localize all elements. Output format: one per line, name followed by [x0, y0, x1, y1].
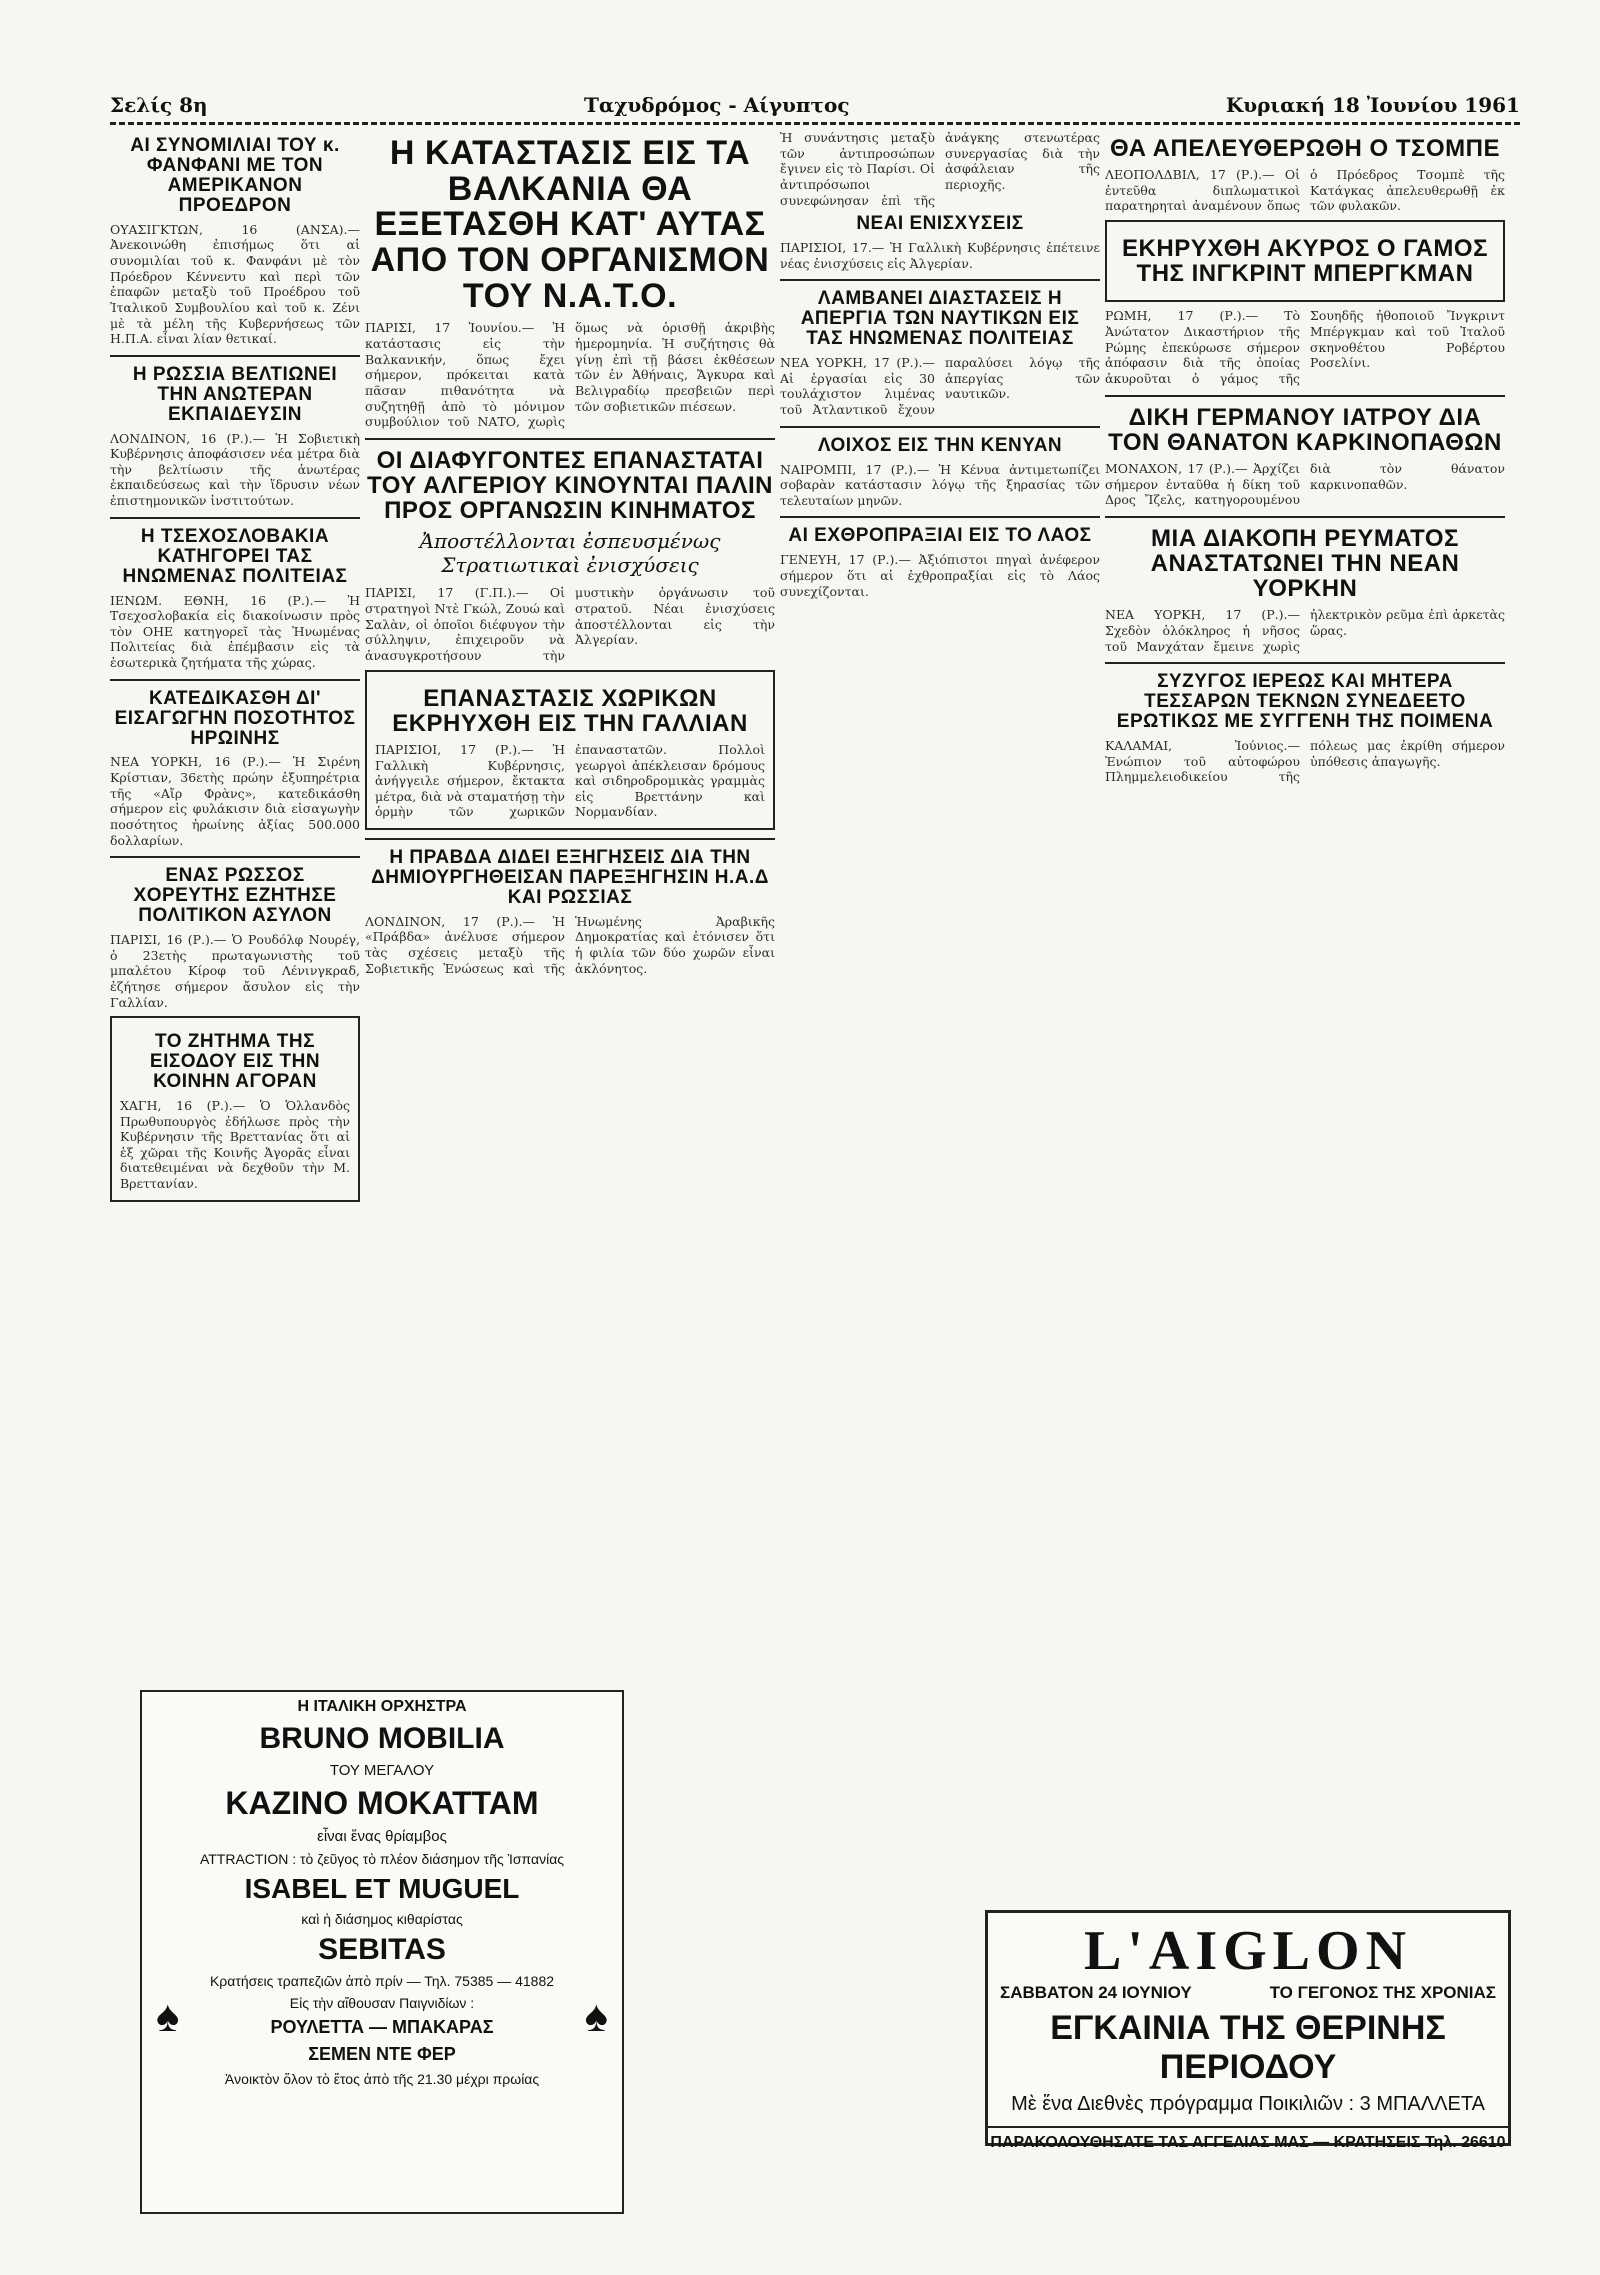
page-header: [110, 88, 1520, 125]
divider: [365, 838, 775, 840]
article-german-doctor: ΜΟΝΑΧΟΝ, 17 (Ρ.).— Ἀρχίζει σήμερον ἐνταῦθα ἡ δίκη τοῦ Δρος Ἴζελς, κατηγορουμένου διὰ τὸν θάνατον καρκινοπαθῶν.: [1105, 460, 1505, 508]
headline-peasants: ΕΠΑΝΑΣΤΑΣΙΣ ΧΩΡΙΚΩΝ ΕΚΡΗΥΧΘΗ ΕΙΣ ΤΗΝ ΓΑΛΛΙΑΝ: [392, 684, 748, 737]
ad-line: Ἀνοικτὸν ὅλον τὸ ἔτος ἀπὸ τῆς 21.30 μέχρι πρωίας: [224, 2071, 540, 2087]
advertisement-mokattam: [140, 1690, 624, 2214]
ad-line: ISABEL ET MUGUEL: [244, 1873, 520, 1904]
headline-algeria: ΟΙ ΔΙΑΦΥΓΟΝΤΕΣ ΕΠΑΝΑΣΤΑΤΑΙ ΤΟΥ ΑΛΓΕΡΙΟΥ ΚΙΝΟΥΝΤΑΙ ΠΑΛΙΝ ΠΡΟΣ ΟΡΓΑΝΩΣΙΝ ΚΙΝΗΜΑΤΟΣ: [366, 446, 774, 525]
ad-aiglon-footer: ΠΑΡΑΚΟΛΟΥΘΗΣΑΤΕ ΤΑΣ ΑΓΓΕΛΙΑΣ ΜΑΣ — ΚΡΑΤΗΣΕΙΣ Τηλ. 26610: [988, 2126, 1508, 2152]
headline-tshombe: ΘΑ ΑΠΕΛΕΥΘΕΡΩΘΗ Ο ΤΣΟΜΠΕ: [1110, 135, 1500, 162]
ad-line: ATTRACTION : τὸ ζεῦγος τὸ πλέον διάσημον τῆς Ἰσπανίας: [199, 1851, 565, 1867]
divider: [1105, 516, 1505, 518]
headline-balkans: Η ΚΑΤΑΣΤΑΣΙΣ ΕΙΣ ΤΑ ΒΑΛΚΑΝΙΑ ΘΑ ΕΞΕΤΑΣΘΗ ΚΑΤ' ΑΥΤΑΣ ΑΠΟ ΤΟΝ ΟΡΓΑΝΙΣΜΟΝ ΤΟΥ Ν.Α.Τ.Ο.: [370, 134, 770, 315]
article-priest-wife: ΚΑΛΑΜΑΙ, Ἰούνιος.— Ἐνώπιον τοῦ αὐτοφώρου Πλημμελειοδικείου τῆς πόλεως μας ἐκρίθη σήμερον ὑπόθεσις ἀπαγωγῆς.: [1105, 738, 1505, 785]
article-bergman: ΡΩΜΗ, 17 (Ρ.).— Τὸ Ἀνώτατον Δικαστήριον τῆς Ρώμης ἐπεκύρωσε σήμερον ἀπόφασιν διὰ τῆς ὁποίας ἀκυροῦται ὁ γάμος τῆς Σουηδῆς ἠθοποιοῦ Ἴνγκριντ Μπέργκμαν καὶ τοῦ Ἰταλοῦ σκηνοθέτου Ροβέρτου Ροσελίνι.: [1105, 308, 1505, 386]
ad-line: εἶναι ἕνας θρίαμβος: [317, 1828, 447, 1845]
ad-aiglon-tag: ΤΟ ΓΕΓΟΝΟΣ ΤΗΣ ΧΡΟΝΙΑΣ: [1269, 1983, 1496, 2002]
article-balkans: ΠΑΡΙΣΙ, 17 Ἰουνίου.— Ἡ κατάστασις εἰς τὴν Βαλκανικήν, ὅπως ἔχει σήμερον, πρόκειται κατὰ πᾶσαν πιθανότητα νὰ συζητηθῇ ἀπὸ τὸ μόνιμον συμβούλιον τοῦ ΝΑΤΟ, χωρὶς ὅμως νὰ ὁρισθῇ ἀκριβὴς ἡμερομηνία. Ἡ συζήτησις θὰ γίνῃ ἐπὶ τῇ βάσει ἐκθέσεων τῶν ἐν Ἀθήναις, Ἄγκυρα καὶ Βελιγραδίῳ πρεσβειῶν περὶ τῶν σοβιετικῶν πιέσεων.: [365, 320, 775, 430]
divider: [1105, 395, 1505, 397]
article-reinforcements: ΠΑΡΙΣΙΟΙ, 17.— Ἡ Γαλλικὴ Κυβέρνησις ἐπέτεινε νέας ἐνισχύσεις εἰς Ἀλγερίαν.: [780, 240, 1100, 271]
divider: [110, 679, 360, 681]
ad-line: ΣΕΜΕΝ ΝΤΕ ΦΕΡ: [308, 2044, 456, 2064]
ad-line: ΚΑΖΙΝΟ ΜΟΚΑΤΤΑΜ: [225, 1785, 539, 1821]
article-algeria: ΠΑΡΙΣΙ, 17 (Γ.Π.).— Οἱ στρατηγοὶ Ντὲ Γκώλ, Ζουώ καὶ Σαλὰν, οἱ ὁποῖοι διέφυγον τὴν σύλληψιν, ἐπιχειροῦν νὰ ἀνασυγκροτήσουν τὴν μυστικὴν ὀργάνωσιν τοῦ στρατοῦ. Νέαι ἐνισχύσεις ἀποστέλλονται εἰς τὴν Ἀλγερίαν.: [365, 585, 775, 663]
article-blackout: ΝΕΑ ΥΟΡΚΗ, 17 (Ρ.).— Σχεδὸν ὁλόκληρος ἡ νῆσος τοῦ Μανχάταν ἔμεινε χωρὶς ἠλεκτρικὸν ρεῦμα ἐπὶ ἀρκετὰς ὥρας.: [1105, 607, 1505, 654]
ad-aiglon-main: ΕΓΚΑΙΝΙΑ ΤΗΣ ΘΕΡΙΝΗΣ ΠΕΡΙΟΔΟΥ: [1050, 2009, 1446, 2086]
divider: [110, 355, 360, 357]
spade-icon: ♠: [584, 1992, 608, 2041]
spade-icon: ♠: [156, 1992, 180, 2041]
boxed-article-bergman: [1105, 220, 1505, 302]
divider: [780, 516, 1100, 518]
headline-german-doctor: ΔΙΚΗ ΓΕΡΜΑΝΟΥ ΙΑΤΡΟΥ ΔΙΑ ΤΟΝ ΘΑΝΑΤΟΝ ΚΑΡΚΙΝΟΠΑΘΩΝ: [1108, 403, 1502, 456]
article-czech: ΙΕΝΩΜ. ΕΘΝΗ, 16 (Ρ.).— Ἡ Τσεχοσλοβακία εἰς διακοίνωσιν πρὸς τὸν ΟΗΕ κατηγορεῖ τὰς Ἡνωμένας Πολιτείας διὰ ἐπέμβασιν εἰς τὰ ἐσωτερικὰ ζητήματα τῆς χώρας.: [110, 592, 360, 670]
headline-strike: ΛΑΜΒΑΝΕΙ ΔΙΑΣΤΑΣΕΙΣ Η ΑΠΕΡΓΙΑ ΤΩΝ ΝΑΥΤΙΚΩΝ ΕΙΣ ΤΑΣ ΗΝΩΜΕΝΑΣ ΠΟΛΙΤΕΙΑΣ: [800, 288, 1080, 350]
ad-line: καὶ ἡ διάσημος κιθαρίστας: [301, 1911, 463, 1927]
masthead: Ταχυδρόμος - Αίγυπτος: [583, 93, 850, 117]
article-russia-education: ΛΟΝΔΙΝΟΝ, 16 (Ρ.).— Ἡ Σοβιετικὴ Κυβέρνησις ἀποφάσισεν νέα μέτρα διὰ τὴν βελτίωσιν τῆς ἀνωτέρας ἐκπαιδεύσεως καὶ τὴν ἵδρυσιν νέων ἐπιστημονικῶν ἰνστιτούτων.: [110, 430, 360, 509]
issue-date: Κυριακή 18 Ἰουνίου 1961: [1225, 93, 1520, 117]
article-common-market: ΧΑΓΗ, 16 (Ρ.).— Ὁ Ὁλλανδὸς Πρωθυπουργὸς ἐδήλωσε πρὸς τὴν Κυβέρνησιν τῆς Βρεττανίας ὅτι αἱ ἑξ χῶραι τῆς Κοινῆς Ἀγορᾶς εἶναι διατεθειμέναι νὰ δεχθοῦν τὴν Μ. Βρεττανίαν.: [120, 1097, 350, 1192]
ad-aiglon-name: L'AIGLON: [1083, 1920, 1413, 1982]
article-strike: ΝΕΑ ΥΟΡΚΗ, 17 (Ρ.).— Αἱ ἐργασίαι εἰς 30 τουλάχιστον λιμένας τοῦ Ἀτλαντικοῦ ἔχουν παραλύσει λόγῳ τῆς ἀπεργίας τῶν ναυτικῶν.: [780, 355, 1100, 417]
ad-line: Η ΙΤΑΛΙΚΗ ΟΡΧΗΣΤΡΑ: [297, 1698, 467, 1715]
divider: [110, 517, 360, 519]
ad-line: ΡΟΥΛΕΤΤΑ — ΜΠΑΚΑΡΑΣ: [270, 2017, 494, 2037]
headline-russia-education: Η ΡΩΣΣΙΑ ΒΕΛΤΙΩΝΕΙ ΤΗΝ ΑΝΩΤΕΡΑΝ ΕΚΠΑΙΔΕΥΣΙΝ: [132, 363, 338, 425]
page-number: Σελίς 8η: [110, 93, 208, 117]
headline-heroin: ΚΑΤΕΔΙΚΑΣΘΗ ΔΙ' ΕΙΣΑΓΩΓΗΝ ΠΟΣΟΤΗΤΟΣ ΗΡΩΙΝΗΣ: [114, 687, 356, 749]
headline-common-market: ΤΟ ΖΗΤΗΜΑ ΤΗΣ ΕΙΣΟΔΟΥ ΕΙΣ ΤΗΝ ΚΟΙΝΗΝ ΑΓΟΡΑΝ: [149, 1031, 321, 1092]
advertisement-aiglon: [985, 1910, 1511, 2151]
headline-bergman: ΕΚΗΡΥΧΘΗ ΑΚΥΡΟΣ Ο ΓΑΜΟΣ ΤΗΣ ΙΝΓΚΡΙΝΤ ΜΠΕΡΓΚΜΑΝ: [1122, 235, 1488, 288]
headline-czech: Η ΤΣΕΧΟΣΛΟΒΑΚΙΑ ΚΑΤΗΓΟΡΕΙ ΤΑΣ ΗΝΩΜΕΝΑΣ ΠΟΛΙΤΕΙΑΣ: [122, 525, 348, 587]
ad-line: BRUNO MOBILIA: [259, 1722, 505, 1755]
headline-fanfani: ΑΙ ΣΥΝΟΜΙΛΙΑΙ ΤΟΥ κ. ΦΑΝΦΑΝΙ ΜΕ ΤΟΝ ΑΜΕΡΙΚΑΝΟΝ ΠΡΟΕΔΡΟΝ: [130, 135, 340, 216]
article-dancer: ΠΑΡΙΣΙ, 16 (Ρ.).— Ὁ Ρουδόλφ Νουρέγ, ὁ 23ετὴς πρωταγωνιστὴς τοῦ μπαλέτου Κίροφ τοῦ Λένινγκραδ, ἐζήτησε σήμερον ἄσυλον εἰς τὴν Γαλλίαν.: [110, 932, 360, 1010]
subheadline-algeria: Ἀποστέλλονται ἐσπευσμένως Στρατιωτικαὶ ἐνισχύσεις: [419, 529, 721, 578]
headline-pravda: Η ΠΡΑΒΔΑ ΔΙΔΕΙ ΕΞΗΓΗΣΕΙΣ ΔΙΑ ΤΗΝ ΔΗΜΙΟΥΡΓΗΘΕΙΣΑΝ ΠΑΡΕΞΗΓΗΣΙΝ Η.Α.Δ ΚΑΙ ΡΩΣΣΙΑΣ: [371, 847, 769, 908]
column-3: [780, 130, 1100, 2215]
column-4: [1105, 130, 1505, 2215]
headline-priest-wife: ΣΥΖΥΓΟΣ ΙΕΡΕΩΣ ΚΑΙ ΜΗΤΕΡΑ ΤΕΣΣΑΡΩΝ ΤΕΚΝΩΝ ΣΥΝΕΔΕΕΤΟ ΕΡΩΤΙΚΩΣ ΜΕ ΣΥΓΓΕΝΗ ΤΗΣ ΠΟΙΜΕΝΑ: [1116, 671, 1494, 733]
article-tshombe: ΛΕΟΠΟΛΔΒΙΛ, 17 (Ρ.).— Οἱ ἐντεῦθα διπλωματικοὶ παρατηρηταὶ ἀναμένουν ὅπως ὁ Πρόεδρος Τσομπὲ τῆς Κατάγκας ἀπελευθερωθῇ ἐκ τῶν φυλακῶν.: [1105, 167, 1505, 214]
boxed-article-common-market: [110, 1016, 360, 1202]
ad-aiglon-date: ΣΑΒΒΑΤΟΝ 24 ΙΟΥΝΙΟΥ: [1000, 1983, 1192, 2002]
article-fanfani: ΟΥΑΣΙΓΚΤΩΝ, 16 (ΑΝΣΑ).— Ἀνεκοινώθη ἐπισήμως ὅτι αἱ συνομιλίαι τοῦ κ. Φανφάνι μὲ τὸν Πρόεδρον Κέννεντυ καὶ περὶ τῶν ἐπαφῶν μεταξὺ τοῦ Προέδρου τοῦ Ἰταλικοῦ Συμβουλίου καὶ τοῦ κ. Ζένι μὲ τὰ μέλη τῆς Κυβερνήσεως τῶν Η.Π.Α. εἶναι λίαν θετικαί.: [110, 221, 360, 347]
divider: [1105, 662, 1505, 664]
headline-dancer: ΕΝΑΣ ΡΩΣΣΟΣ ΧΟΡΕΥΤΗΣ ΕΖΗΤΗΣΕ ΠΟΛΙΤΙΚΟΝ ΑΣΥΛΟΝ: [133, 865, 337, 927]
divider: [110, 856, 360, 858]
headline-blackout: ΜΙΑ ΔΙΑΚΟΠΗ ΡΕΥΜΑΤΟΣ ΑΝΑΣΤΑΤΩΝΕΙ ΤΗΝ ΝΕΑΝ ΥΟΡΚΗΝ: [1150, 524, 1460, 603]
divider: [780, 279, 1100, 281]
headline-kenya: ΛΟΙΧΟΣ ΕΙΣ ΤΗΝ ΚΕΝΥΑΝ: [817, 434, 1063, 456]
article-continued: Ἡ συνάντησις μεταξὺ τῶν ἀντιπροσώπων ἔγινεν εἰς τὸ Παρίσι. Οἱ ἀντιπρόσωποι συνεφώνησαν ἐπὶ τῆς ἀνάγκης στενωτέρας συνεργασίας διὰ τὴν ἀσφάλειαν τῆς περιοχῆς.: [780, 130, 1100, 208]
article-heroin: ΝΕΑ ΥΟΡΚΗ, 16 (Ρ.).— Ἡ Σιρένη Κρίστιαν, 36ετὴς πρώην ἐξυπηρέτρια τῆς «Αἴρ Φρὰνς», κατεδικάσθη σήμερον εἰς φυλάκισιν διὰ εἰσαγωγὴν ποσότητος ἡρωίνης ἀξίας 500.000 δολλαρίων.: [110, 754, 360, 848]
ad-line: Εἰς τὴν αἴθουσαν Παιγνιδίων :: [289, 1995, 475, 2011]
divider: [780, 426, 1100, 428]
divider: [365, 438, 775, 440]
ad-line: Κρατήσεις τραπεζιῶν ἀπὸ πρίν — Τηλ. 75385 — 41882: [209, 1973, 555, 1989]
headline-laos: ΑΙ ΕΧΘΡΟΠΡΑΞΙΑΙ ΕΙΣ ΤΟ ΛΑΟΣ: [788, 525, 1092, 547]
ad-line: ΤΟΥ ΜΕΓΑΛΟΥ: [329, 1762, 435, 1779]
article-peasants: ΠΑΡΙΣΙΟΙ, 17 (Ρ.).— Ἡ Γαλλικὴ Κυβέρνησις, ἀνήγγειλε σήμερον, ἔκτακτα μέτρα, διὰ νὰ σταματήσῃ τὴν ὁρμὴν τῶν χωρικῶν ἐπαναστατῶν. Πολλοὶ γεωργοὶ ἀπέκλεισαν δρόμους καὶ σιδηροδρομικὰς γραμμὰς εἰς Βρεττάνην καὶ Νορμανδίαν.: [375, 741, 765, 820]
boxed-article-peasants: [365, 670, 775, 831]
article-pravda: ΛΟΝΔΙΝΟΝ, 17 (Ρ.).— Ἡ «Πράβδα» ἀνέλυσε σήμερον τὰς σχέσεις μεταξὺ τῆς Σοβιετικῆς Ἑνώσεως καὶ τῆς Ἡνωμένης Ἀραβικῆς Δημοκρατίας καὶ ἐτόνισεν ὅτι ἡ φιλία τῶν δύο χωρῶν εἶναι ἀκλόνητος.: [365, 913, 775, 976]
ad-aiglon-program: Μὲ ἕνα Διεθνὲς πρόγραμμα Ποικιλιῶν : 3 ΜΠΑΛΛΕΤΑ: [1011, 2093, 1485, 2115]
article-kenya: ΝΑΙΡΟΜΠΙ, 17 (Ρ.).— Ἡ Κένυα ἀντιμετωπίζει σοβαρὰν κατάστασιν λόγῳ τῆς ξηρασίας τῶν τελευταίων μηνῶν.: [780, 461, 1100, 508]
headline-reinforcements: ΝΕΑΙ ΕΝΙΣΧΥΣΕΙΣ: [856, 213, 1024, 235]
article-laos: ΓΕΝΕΥΗ, 17 (Ρ.).— Ἀξιόπιστοι πηγαὶ ἀνέφερον σήμερον ὅτι αἱ ἐχθροπραξίαι εἰς τὸ Λάος συνεχίζονται.: [780, 552, 1100, 599]
ad-line: SEBITAS: [318, 1933, 446, 1966]
